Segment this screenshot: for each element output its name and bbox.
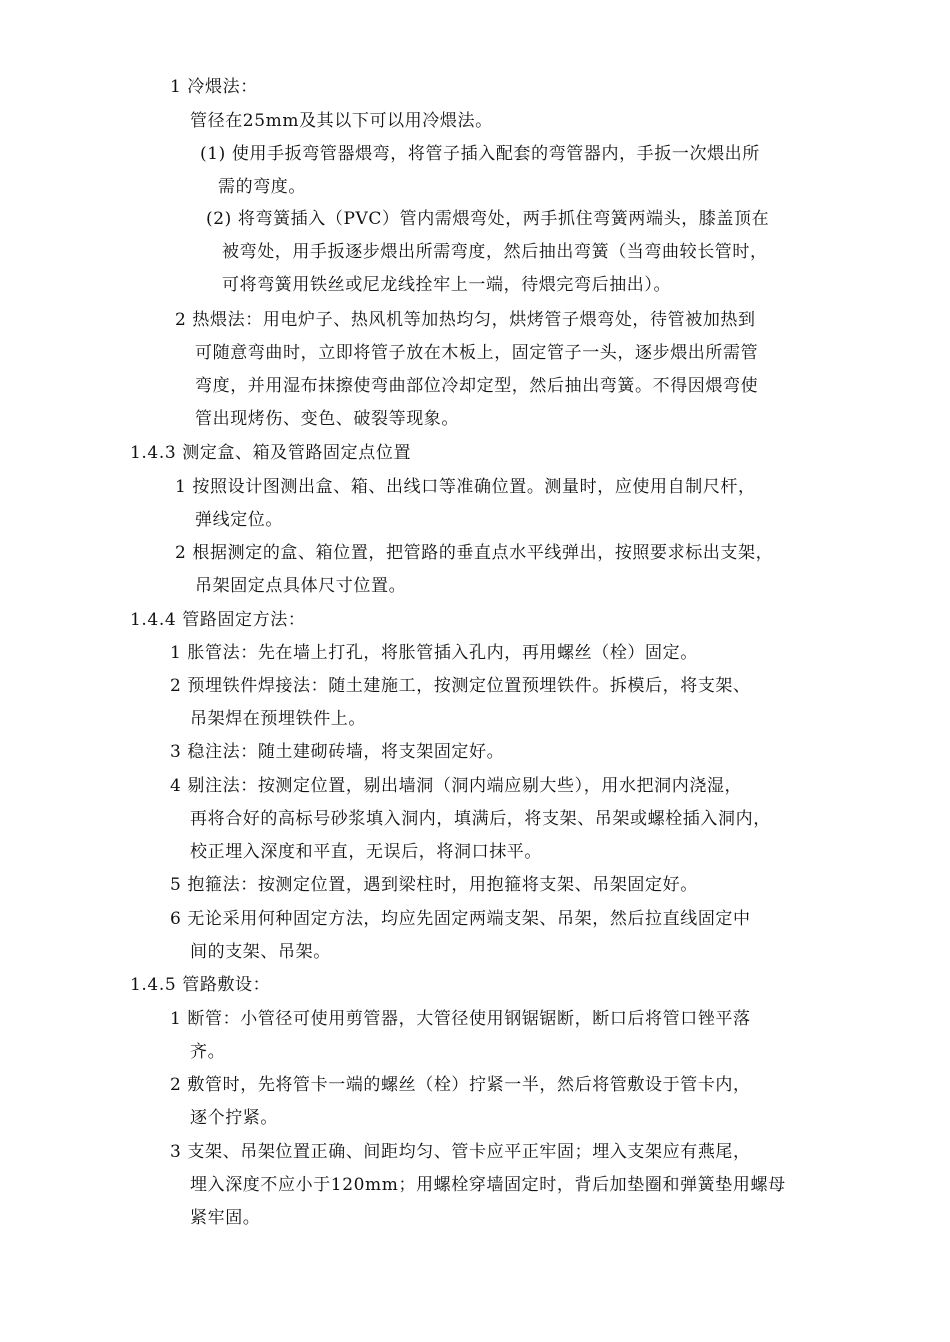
text-line: 间的支架、吊架。: [190, 942, 331, 962]
text-line: 1 断管：小管径可使用剪管器，大管径使用钢锯锯断，断口后将管口锉平落: [170, 1009, 751, 1029]
text-line: 1 按照设计图测出盒、箱、出线口等准确位置。测量时，应使用自制尺杆，: [175, 477, 756, 497]
text-line: 紧牢固。: [190, 1208, 261, 1228]
text-line: 校正埋入深度和平直，无误后，将洞口抹平。: [190, 842, 542, 862]
text-line: 1 冷煨法：: [170, 77, 258, 97]
text-line: 管径在25mm及其以下可以用冷煨法。: [190, 111, 493, 131]
text-line: 2 根据测定的盒、箱位置，把管路的垂直点水平线弹出，按照要求标出支架，: [175, 543, 774, 563]
text-line: 被弯处，用手扳逐步煨出所需弯度，然后抽出弯簧（当弯曲较长管时，: [222, 242, 768, 262]
text-line: 3 支架、吊架位置正确、间距均匀、管卡应平正牢固；埋入支架应有燕尾，: [170, 1142, 751, 1162]
text-line: 6 无论采用何种固定方法，均应先固定两端支架、吊架，然后拉直线固定中: [170, 909, 751, 929]
text-line: 管出现烤伤、变色、破裂等现象。: [195, 409, 459, 429]
text-line: 3 稳注法：随土建砌砖墙，将支架固定好。: [170, 742, 505, 762]
text-line: 5 抱箍法：按测定位置，遇到梁柱时，用抱箍将支架、吊架固定好。: [170, 875, 698, 895]
text-line: 2 敷管时，先将管卡一端的螺丝（栓）拧紧一半，然后将管敷设于管卡内，: [170, 1075, 751, 1095]
text-line: 4 剔注法：按测定位置，剔出墙洞（洞内端应剔大些），用水把洞内浇湿，: [170, 776, 743, 796]
text-line: 需的弯度。: [218, 177, 306, 197]
text-line: 逐个拧紧。: [190, 1108, 278, 1128]
text-line: 1 胀管法：先在墙上打孔，将胀管插入孔内，再用螺丝（栓）固定。: [170, 643, 698, 663]
text-line: 2 热煨法：用电炉子、热风机等加热均匀，烘烤管子煨弯处，待管被加热到: [175, 310, 756, 330]
text-line: 齐。: [190, 1042, 226, 1062]
text-line: 2 预埋铁件焊接法：随土建施工，按测定位置预埋铁件。拆模后，将支架、: [170, 676, 751, 696]
text-line: 弹线定位。: [195, 510, 283, 530]
text-line: 可随意弯曲时，立即将管子放在木板上，固定管子一头，逐步煨出所需管: [195, 343, 759, 363]
section-heading: 1.4.5 管路敷设：: [130, 975, 271, 995]
text-line: 吊架焊在预埋铁件上。: [190, 709, 366, 729]
text-line: 可将弯簧用铁丝或尼龙线拴牢上一端，待煨完弯后抽出）。: [222, 275, 672, 295]
text-line: 吊架固定点具体尺寸位置。: [195, 576, 407, 596]
text-line: 再将合好的高标号砂浆填入洞内，填满后，将支架、吊架或螺栓插入洞内，: [190, 809, 771, 829]
section-heading: 1.4.3 测定盒、箱及管路固定点位置: [130, 443, 412, 463]
section-heading: 1.4.4 管路固定方法：: [130, 610, 306, 630]
text-line: (2) 将弯簧插入（PVC）管内需煨弯处，两手抓住弯簧两端头，膝盖顶在: [206, 209, 770, 229]
text-line: 弯度，并用湿布抹擦使弯曲部位冷却定型，然后抽出弯簧。不得因煨弯使: [195, 376, 759, 396]
text-line: (1) 使用手扳弯管器煨弯，将管子插入配套的弯管器内，手扳一次煨出所: [200, 144, 760, 164]
text-line: 埋入深度不应小于120mm；用螺栓穿墙固定时，背后加垫圈和弹簧垫用螺母: [190, 1175, 786, 1195]
